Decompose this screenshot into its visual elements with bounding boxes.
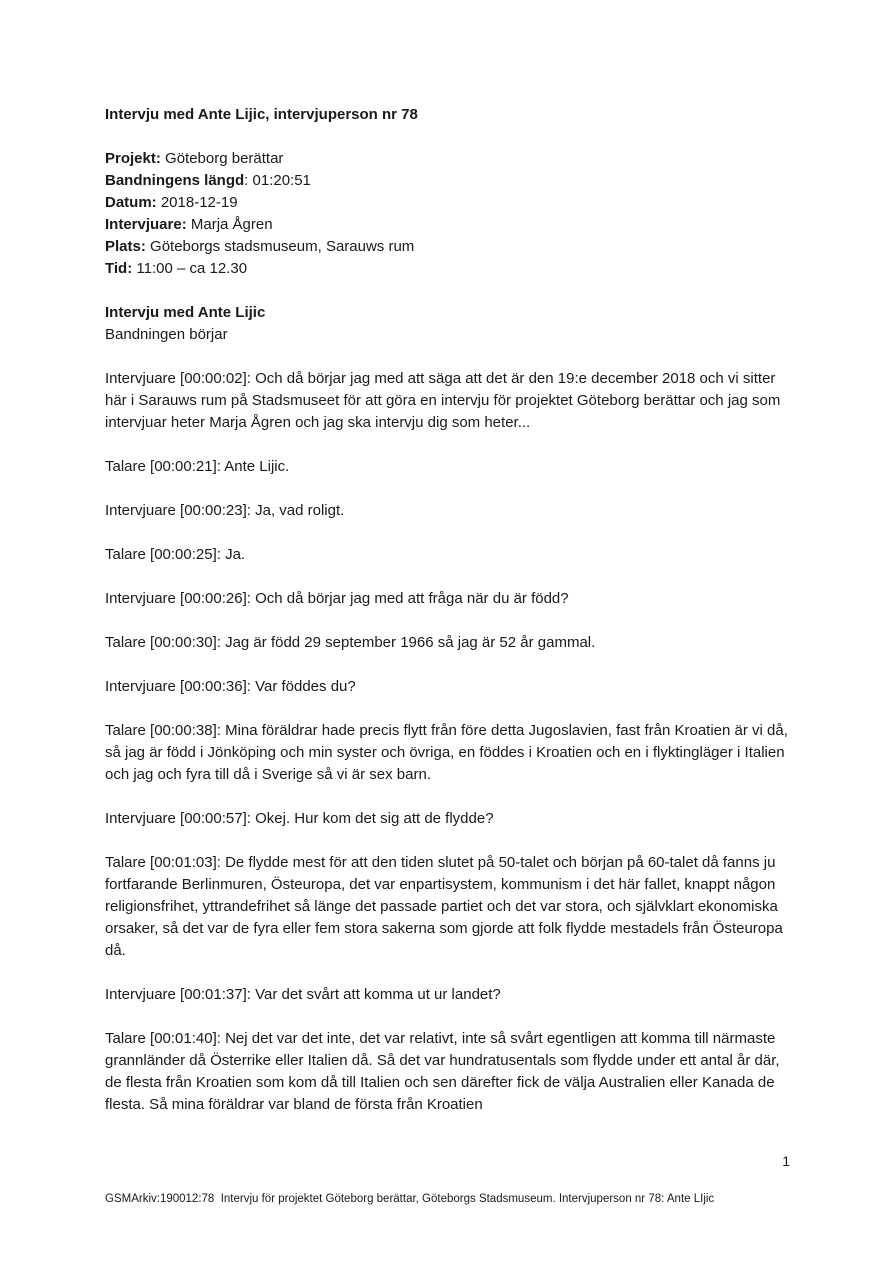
transcript-paragraph: Intervjuare [00:00:02]: Och då börjar jag med att säga att det är den 19:e december 2018 och vi sitter här i Sarauws rum på Stadsmuseet för att göra en intervju för projektet Göteborg berättar och jag som intervjuar heter Marja Ågren och jag ska intervju dig som heter...	[105, 370, 781, 431]
metadata-label: Projekt:	[105, 150, 161, 167]
metadata-line-datum	[105, 192, 795, 214]
metadata-value: 11:00 – ca 12.30	[132, 260, 248, 277]
metadata-value: : 01:20:51	[244, 172, 311, 189]
footer-archive-line: GSMArkiv:190012:78 Intervju för projektet Göteborg berättar, Göteborgs Stadsmuseum. Intervjuperson nr 78: Ante LIjic	[105, 1193, 715, 1205]
transcript-paragraph: Intervjuare [00:00:26]: Och då börjar jag med att fråga när du är född?	[105, 590, 569, 607]
transcript-paragraph: Intervjuare [00:00:57]: Okej. Hur kom det sig att de flydde?	[105, 810, 494, 827]
transcript-paragraph: Intervjuare [00:01:37]: Var det svårt att komma ut ur landet?	[105, 986, 501, 1003]
transcript-paragraph: Talare [00:00:21]: Ante Lijic.	[105, 458, 290, 475]
transcript-paragraph: Talare [00:01:40]: Nej det var det inte, det var relativt, inte så svårt egentligen att komma till närmaste grannländer då Österrike eller Italien då. Så det var hundratusentals som flydde under ett antal år där, de flesta från Kroatien som kom då till Italien och sen därefter fick de välja Australien eller Kanada de flesta. Så mina föräldrar var bland de första från Kroatien	[105, 1030, 780, 1113]
transcript	[105, 368, 795, 1116]
document-title: Intervju med Ante Lijic, intervjuperson nr 78	[105, 106, 418, 123]
transcript-paragraph: Talare [00:00:30]: Jag är född 29 september 1966 så jag är 52 år gammal.	[105, 634, 596, 651]
metadata-value: 2018-12-19	[156, 194, 238, 211]
metadata-value: Göteborg berättar	[160, 150, 284, 167]
metadata-line-projekt	[105, 148, 795, 170]
transcript-paragraph: Intervjuare [00:00:36]: Var föddes du?	[105, 678, 356, 695]
section-heading: Intervju med Ante Lijic	[105, 304, 266, 321]
document-content	[105, 104, 795, 1138]
metadata-line-tid	[105, 258, 795, 280]
transcript-paragraph: Talare [00:00:38]: Mina föräldrar hade precis flytt från före detta Jugoslavien, fast från Kroatien är vi då, så jag är född i Jönköping och min syster och övriga, en föddes i Kroatien och en i flyktingläger i Italien och jag och fyra till då i Sverige så vi är sex barn.	[105, 722, 788, 783]
metadata-label: Bandningens längd	[105, 172, 245, 189]
metadata-value: Göteborgs stadsmuseum, Sarauws rum	[145, 238, 415, 255]
metadata-line-intervjuare	[105, 214, 795, 236]
metadata-value: Marja Ågren	[186, 216, 273, 233]
metadata-line-plats	[105, 236, 795, 258]
page-number: 1	[782, 1153, 790, 1169]
transcript-paragraph: Talare [00:01:03]: De flydde mest för att den tiden slutet på 50-talet och början på 60-talet då fanns ju fortfarande Berlinmuren, Östeuropa, det var enpartisystem, kommunism i det här fallet, knappt någon religionsfrihet, yttrandefrihet så länge det passade partiet och det var stora, och självklart ekonomiska orsaker, så det var de fyra eller fem stora sakerna som gjorde att folk flydde mestadels från Östeuropa då.	[105, 854, 783, 959]
metadata-label: Plats:	[105, 238, 146, 255]
metadata-label: Intervjuare:	[105, 216, 187, 233]
transcript-paragraph: Intervjuare [00:00:23]: Ja, vad roligt.	[105, 502, 345, 519]
metadata-block	[105, 148, 795, 280]
section-subheading: Bandningen börjar	[105, 326, 228, 343]
metadata-label: Tid:	[105, 260, 133, 277]
transcript-paragraph: Talare [00:00:25]: Ja.	[105, 546, 246, 563]
section-head-block	[105, 302, 795, 346]
metadata-label: Datum:	[105, 194, 157, 211]
metadata-line-bandningens-langd	[105, 170, 795, 192]
